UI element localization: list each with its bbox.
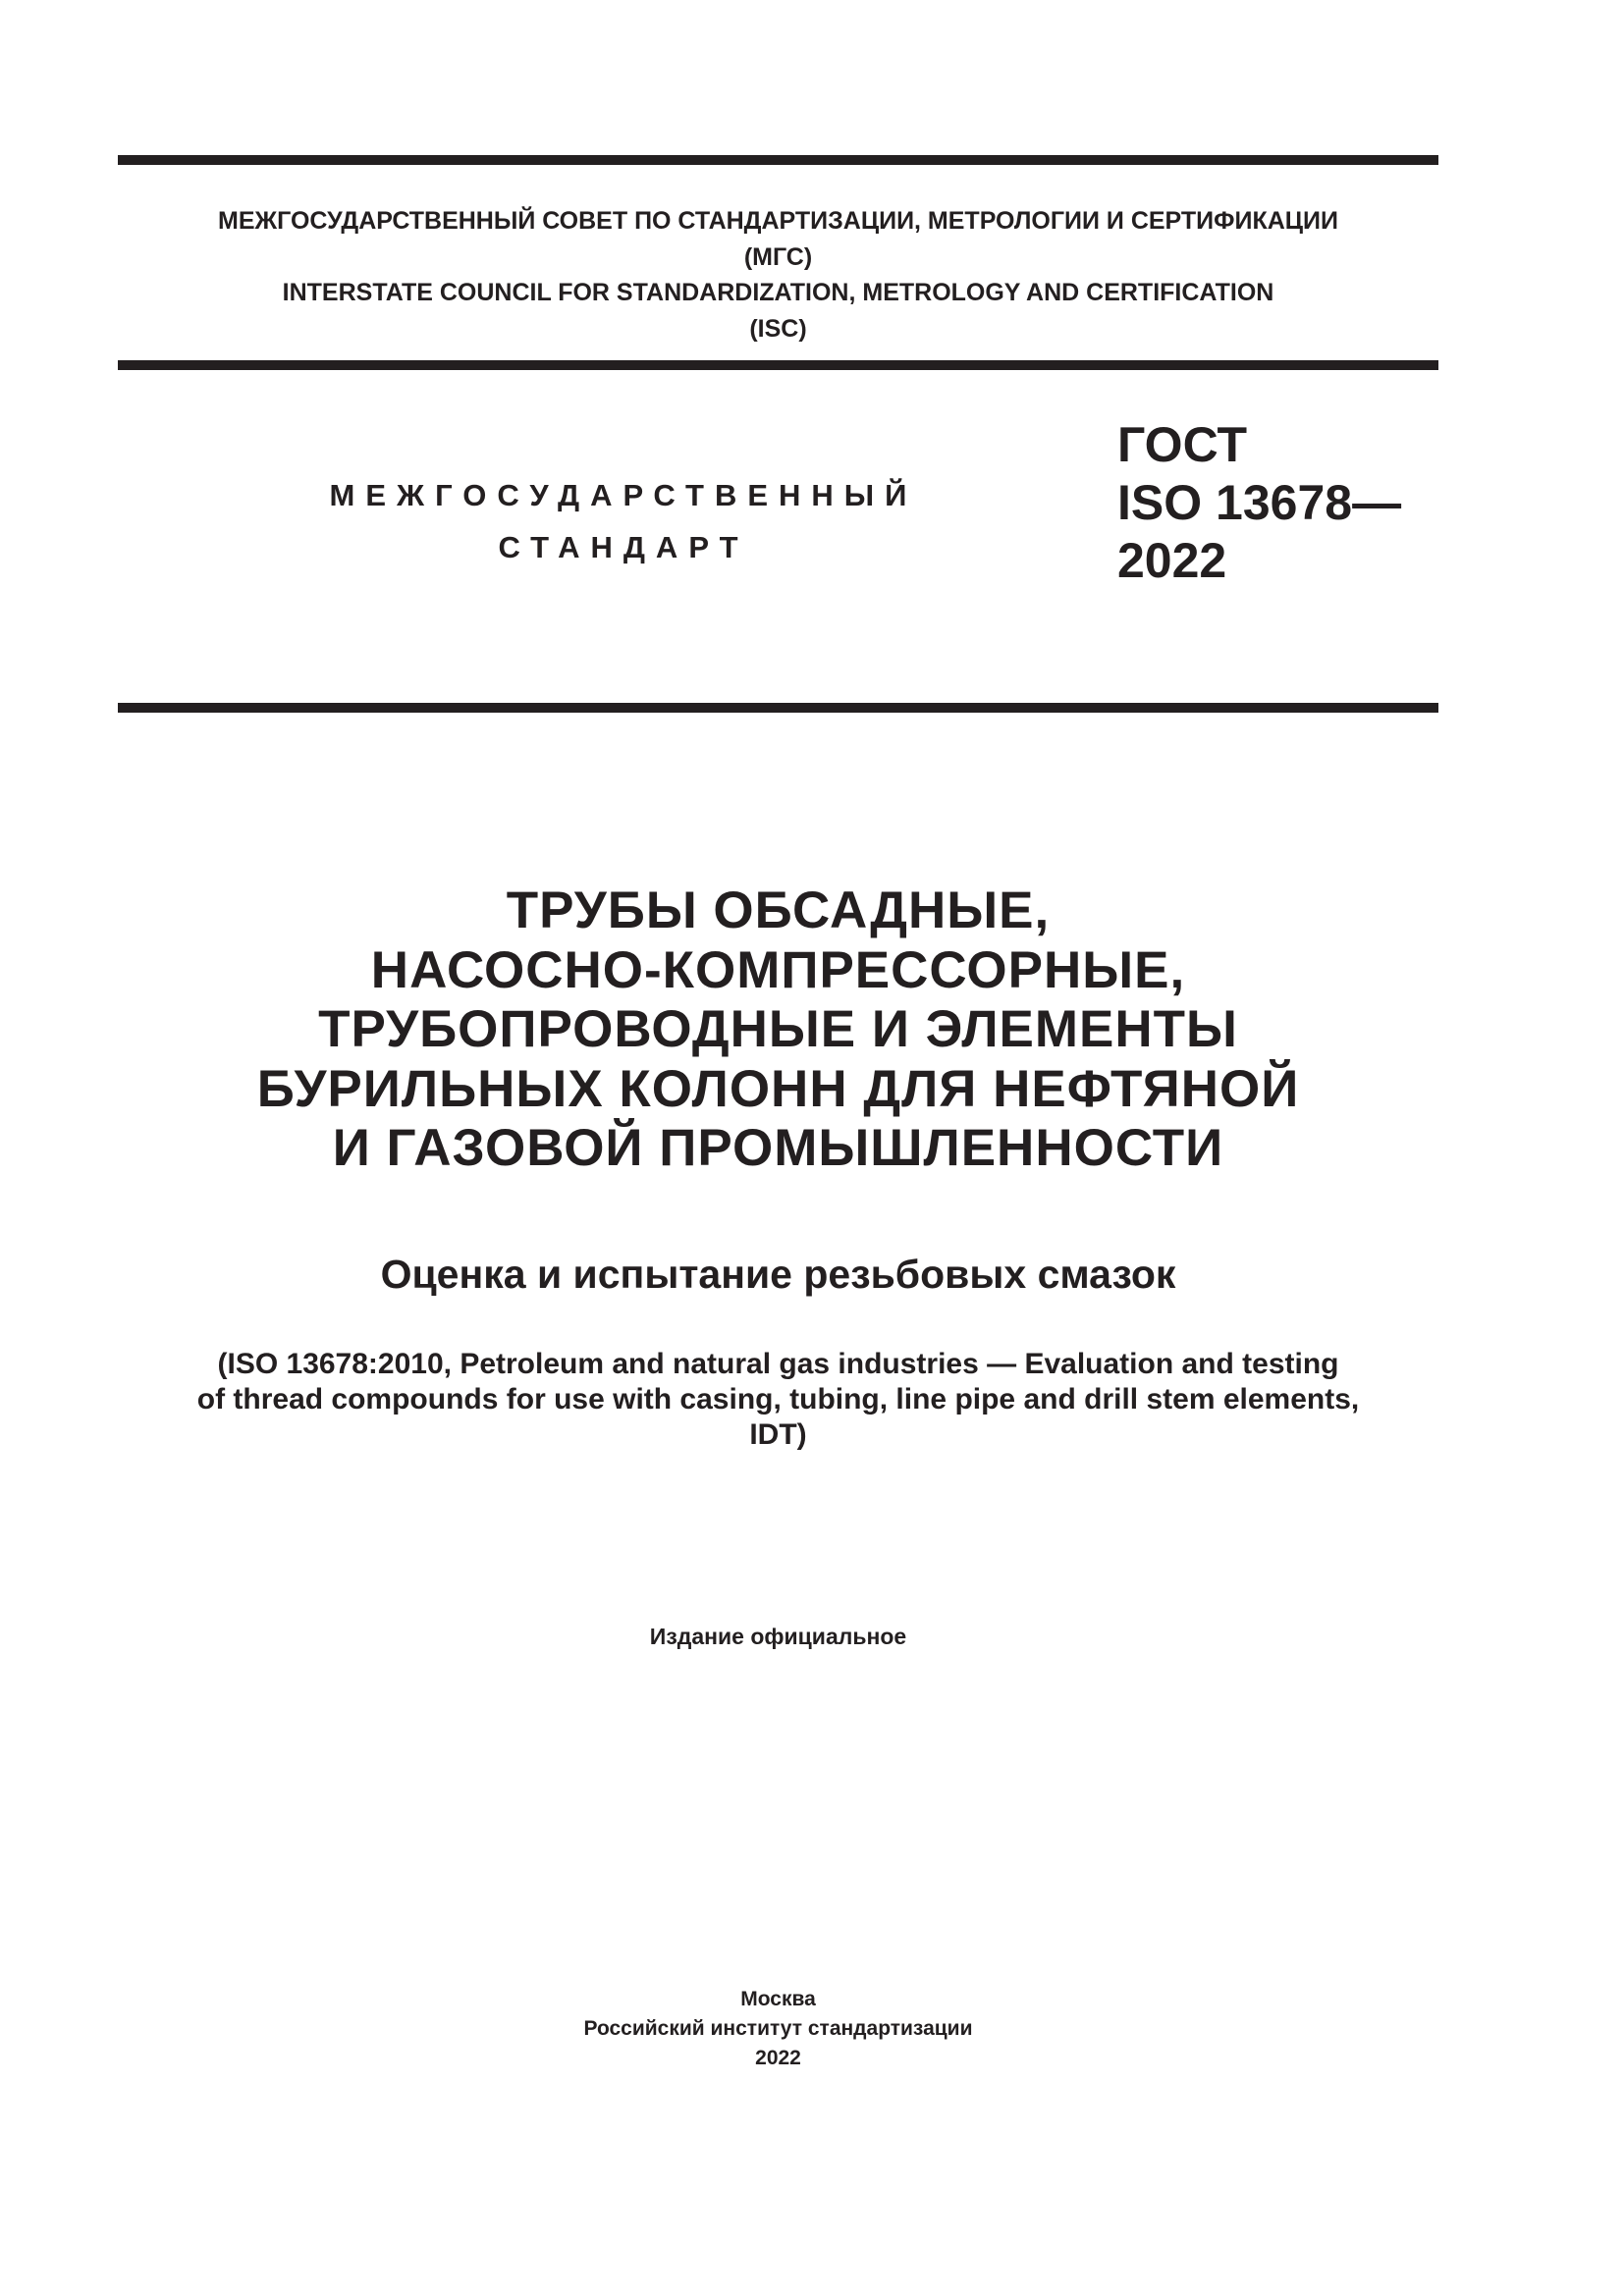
title-line: БУРИЛЬНЫХ КОЛОНН ДЛЯ НЕФТЯНОЙ <box>256 1059 1300 1118</box>
publisher-city: Москва <box>740 1988 816 2010</box>
title-line: ТРУБЫ ОБСАДНЫЕ, <box>506 881 1051 939</box>
title-line: И ГАЗОВОЙ ПРОМЫШЛЕННОСТИ <box>332 1119 1224 1177</box>
iso-reference-line: IDT) <box>749 1418 807 1451</box>
council-name-ru: МЕЖГОСУДАРСТВЕННЫЙ СОВЕТ ПО СТАНДАРТИЗАЦИИ, МЕТРОЛОГИИ И СЕРТИФИКАЦИИ <box>218 207 1338 235</box>
iso-reference <box>118 1347 1438 1453</box>
designation-line1: ГОСТ <box>1117 417 1247 472</box>
top-rule <box>118 155 1438 165</box>
council-abbr-en: (ISC) <box>749 314 807 343</box>
publisher-block <box>118 1985 1438 2073</box>
standard-designation <box>1117 416 1401 590</box>
document-subtitle: Оценка и испытание резьбовых смазок <box>380 1252 1176 1297</box>
edition-note: Издание официальное <box>649 1624 907 1649</box>
document-title <box>118 881 1438 1179</box>
council-divider-rule <box>118 360 1438 370</box>
iso-reference-line: (ISO 13678:2010, Petroleum and natural gas industries — Evaluation and testing <box>217 1348 1339 1380</box>
publisher-year: 2022 <box>755 2047 801 2069</box>
publisher-name: Российский институт стандартизации <box>583 2017 973 2040</box>
council-name-en: INTERSTATE COUNCIL FOR STANDARDIZATION, METROLOGY AND CERTIFICATION <box>282 279 1274 306</box>
designation-line3: 2022 <box>1117 533 1227 588</box>
iso-reference-line: of thread compounds for use with casing, tubing, line pipe and drill stem elements, <box>196 1383 1360 1415</box>
title-line: НАСОСНО-КОМПРЕССОРНЫЕ, <box>370 940 1186 999</box>
title-line: ТРУБОПРОВОДНЫЕ И ЭЛЕМЕНТЫ <box>318 1000 1238 1058</box>
council-abbr-ru: (МГС) <box>743 242 813 271</box>
standard-type-label-line1: МЕЖГОСУДАРСТВЕННЫЙ <box>329 478 918 512</box>
standard-type-label-line2: СТАНДАРТ <box>498 530 749 564</box>
council-header <box>118 203 1438 347</box>
designation-line2: ISO 13678— <box>1117 475 1402 530</box>
header-bottom-rule <box>118 703 1438 713</box>
